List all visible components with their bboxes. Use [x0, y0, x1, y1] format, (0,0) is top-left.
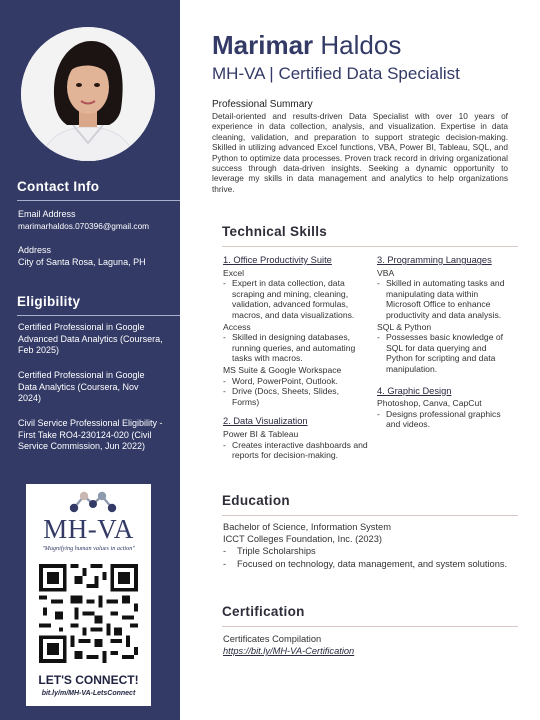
degree: Bachelor of Science, Information System	[223, 522, 391, 532]
access-label: Access	[223, 321, 251, 332]
list-item: - Possesses basic knowledge of SQL for data querying and Python for scripting and data manipulation.	[377, 332, 515, 374]
candidate-name	[212, 30, 401, 61]
sidebar	[0, 0, 180, 720]
eligibility-item: Certified Professional in Google Data Analytics (Coursera, Nov 2024)	[18, 370, 145, 403]
address-label: Address	[18, 245, 52, 255]
certification-link[interactable]: https://bit.ly/MH-VA-Certification	[223, 646, 355, 657]
skills-column-left	[223, 255, 368, 461]
excel-label: Excel	[223, 267, 245, 278]
summary-heading: Professional Summary	[212, 99, 313, 110]
list-item: - Expert in data collection, data scraping and mining, cleaning, validation, advanced formulas, macros, and data visualizations.	[223, 278, 368, 320]
skills-divider	[222, 246, 518, 247]
ms-suite-list	[223, 376, 368, 408]
eligibility-divider	[17, 315, 180, 316]
address-value: City of Santa Rosa, Laguna, PH	[18, 257, 146, 267]
list-item: - Creates interactive dashboards and reports for decision-making.	[223, 440, 368, 461]
programming-title: 3. Programming Languages	[377, 255, 492, 265]
skills-column-right	[377, 255, 515, 430]
email-label: Email Address	[18, 209, 76, 219]
certificates-label: Certificates Compilation	[223, 634, 322, 644]
qr-code-icon[interactable]	[39, 564, 138, 663]
school: ICCT Colleges Foundation, Inc. (2023)	[223, 534, 382, 545]
list-item: - Drive (Docs, Sheets, Slides, Forms)	[223, 386, 368, 407]
last-name: Haldos	[320, 30, 402, 60]
mhva-logo-icon	[26, 488, 151, 516]
list-item: - Skilled in automating tasks and manipulating data within Microsoft Office to enhance productivity and data analysis.	[377, 278, 515, 320]
list-item: - Word, PowerPoint, Outlook.	[223, 376, 368, 387]
sql-python-label: SQL & Python	[377, 321, 432, 332]
list-item: - Focused on technology, data management, and system solutions.	[223, 558, 513, 570]
education-divider	[222, 515, 518, 516]
mhva-tagline: "Magnifying human values in action"	[42, 545, 135, 552]
powerbi-label: Power BI & Tableau	[223, 428, 299, 439]
certification-divider	[222, 626, 518, 627]
education-list	[223, 545, 513, 569]
viz-list	[223, 440, 368, 461]
eligibility-heading: Eligibility	[17, 294, 81, 309]
first-name: Marimar	[212, 30, 314, 60]
skills-heading: Technical Skills	[222, 224, 328, 239]
contact-heading: Contact Info	[17, 179, 100, 194]
list-item: - Skilled in designing databases, running queries, and automating tasks with macros.	[223, 332, 368, 364]
education-details	[223, 521, 513, 570]
certification-details	[223, 633, 513, 657]
certification-heading: Certification	[222, 604, 305, 619]
email-address[interactable]: marimarhaldos.070396@gmail.com	[18, 221, 150, 231]
education-heading: Education	[222, 493, 290, 508]
vba-list	[377, 278, 515, 320]
list-item: - Designs professional graphics and videos.	[377, 409, 515, 430]
excel-list	[223, 278, 368, 320]
graphic-design-title: 4. Graphic Design	[377, 385, 452, 396]
design-list	[377, 409, 515, 430]
data-viz-title: 2. Data Visualization	[223, 416, 308, 427]
list-item: - Triple Scholarships	[223, 545, 513, 557]
ms-suite-label: MS Suite & Google Workspace	[223, 364, 342, 375]
mhva-brand: MH-VA	[43, 514, 134, 544]
sql-list	[377, 332, 515, 374]
profile-photo	[21, 27, 155, 161]
vba-label: VBA	[377, 267, 395, 278]
contact-divider	[17, 200, 180, 201]
summary-text: Detail-oriented and results-driven Data Specialist with over 10 years of experience in data collection, analysis, and visualization. Expertise in data cleaning, validation, and preparation to support strategic decision-making. Skilled in utilizing advanced Excel functions, VBA, Power BI, Tableau, SQL, and Python to optimize data processes. Proven track record in driving organizational success through data-driven insights. Seeking a dynamic opportunity to leverage my skills in data management and analytics to help organizations thrive.	[212, 111, 508, 194]
candidate-role: MH-VA | Certified Data Specialist	[212, 64, 460, 83]
lets-connect-label: LET'S CONNECT!	[38, 673, 139, 687]
eligibility-item: Civil Service Professional Eligibility - First Take RO4-230124-020 (Civil Service Commission, Jun 2022)	[18, 418, 163, 451]
mhva-promo-card	[26, 484, 151, 706]
design-tools-label: Photoshop, Canva, CapCut	[377, 398, 482, 409]
office-suite-title: 1. Office Productivity Suite	[223, 255, 332, 265]
eligibility-item: Certified Professional in Google Advanced Data Analytics (Coursera, Feb 2025)	[18, 322, 163, 355]
connect-link[interactable]: bit.ly/m/MH-VA-LetsConnect	[41, 690, 136, 697]
access-list	[223, 332, 368, 364]
